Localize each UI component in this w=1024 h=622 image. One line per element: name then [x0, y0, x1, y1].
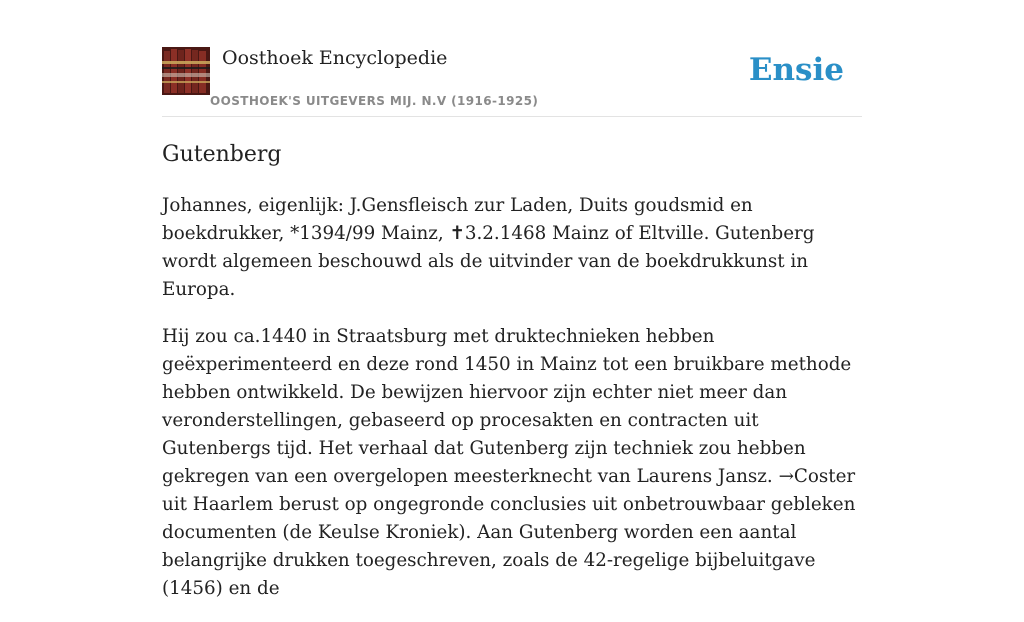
source-subtitle: OOSTHOEK'S UITGEVERS MIJ. N.V (1916-1925): [210, 94, 539, 108]
source-title-link[interactable]: Oosthoek Encyclopedie: [222, 47, 448, 69]
article-title: Gutenberg: [162, 142, 282, 167]
article-paragraph: [162, 323, 862, 603]
coster-link[interactable]: →Coster: [778, 466, 856, 487]
paragraph-text: uit Haarlem berust op ongegronde conclusies uit onbetrouwbaar gebleken documenten (de Keulse Kroniek). Aan Gutenberg worden een aantal belangrijke drukken toegeschreven, zoals de 42-regelige bijbeluitgave (1456) en de: [162, 494, 856, 599]
article-body: [162, 192, 862, 622]
article-paragraph: Johannes, eigenlijk: J.Gensfleisch zur Laden, Duits goudsmid en boekdrukker, *1394/99 Mainz, ✝3.2.1468 Mainz of Eltville. Gutenberg wordt algemeen beschouwd als de uitvinder van de boekdrukkunst in Europa.: [162, 195, 815, 300]
ensie-logo-link[interactable]: Ensie: [748, 52, 844, 88]
book-spines-icon[interactable]: [162, 47, 210, 95]
source-header: [162, 46, 862, 117]
paragraph-text: Hij zou ca.1440 in Straatsburg met druktechnieken hebben geëxperimenteerd en deze rond 1450 in Mainz tot een bruikbare methode hebben ontwikkeld. De bewijzen hiervoor zijn echter niet meer dan veronderstellingen, gebaseerd op procesakten en contracten uit Gutenbergs tijd. Het verhaal dat Gutenberg zijn techniek zou hebben gekregen van een overgelopen meesterknecht van Laurens Jansz.: [162, 326, 852, 487]
